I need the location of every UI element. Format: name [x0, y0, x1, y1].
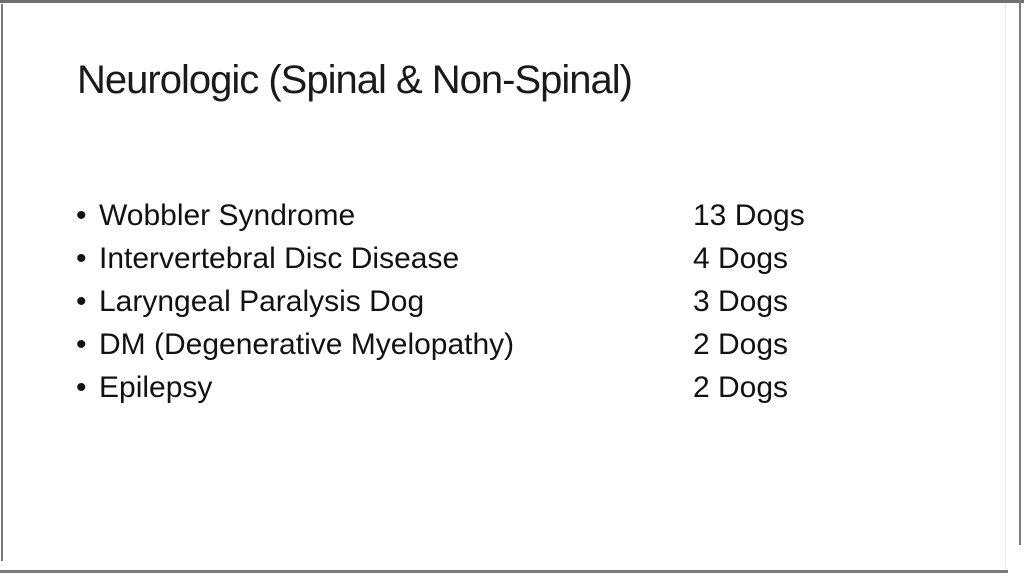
- bullet-icon: •: [76, 371, 87, 404]
- item-count: 2 Dogs: [693, 328, 789, 361]
- list-item: [76, 237, 936, 280]
- item-label: Laryngeal Paralysis Dog: [99, 285, 425, 318]
- frame-right-line: [1019, 0, 1021, 545]
- bullet-icon: •: [76, 328, 87, 361]
- item-count: 3 Dogs: [693, 285, 789, 318]
- item-count: 13 Dogs: [693, 199, 805, 232]
- item-label: Intervertebral Disc Disease: [99, 242, 460, 275]
- frame-bottom-line: [0, 570, 1008, 573]
- item-label: DM (Degenerative Myelopathy): [99, 328, 515, 361]
- slide-title: Neurologic (Spinal & Non-Spinal): [77, 58, 632, 102]
- frame-top-line: [0, 0, 1024, 3]
- item-count: 2 Dogs: [693, 371, 789, 404]
- bullet-icon: •: [76, 199, 87, 232]
- list-item: [76, 194, 936, 237]
- item-label: Epilepsy: [99, 371, 213, 404]
- bullet-icon: •: [76, 242, 87, 275]
- frame-left-line: [1, 4, 3, 561]
- item-label: Wobbler Syndrome: [99, 199, 356, 232]
- list-item: [76, 280, 936, 323]
- list-item: [76, 366, 936, 409]
- list-item: [76, 323, 936, 366]
- bullet-list: [76, 194, 936, 409]
- item-count: 4 Dogs: [693, 242, 789, 275]
- bullet-icon: •: [76, 285, 87, 318]
- page-right-edge-line: [1005, 3, 1006, 570]
